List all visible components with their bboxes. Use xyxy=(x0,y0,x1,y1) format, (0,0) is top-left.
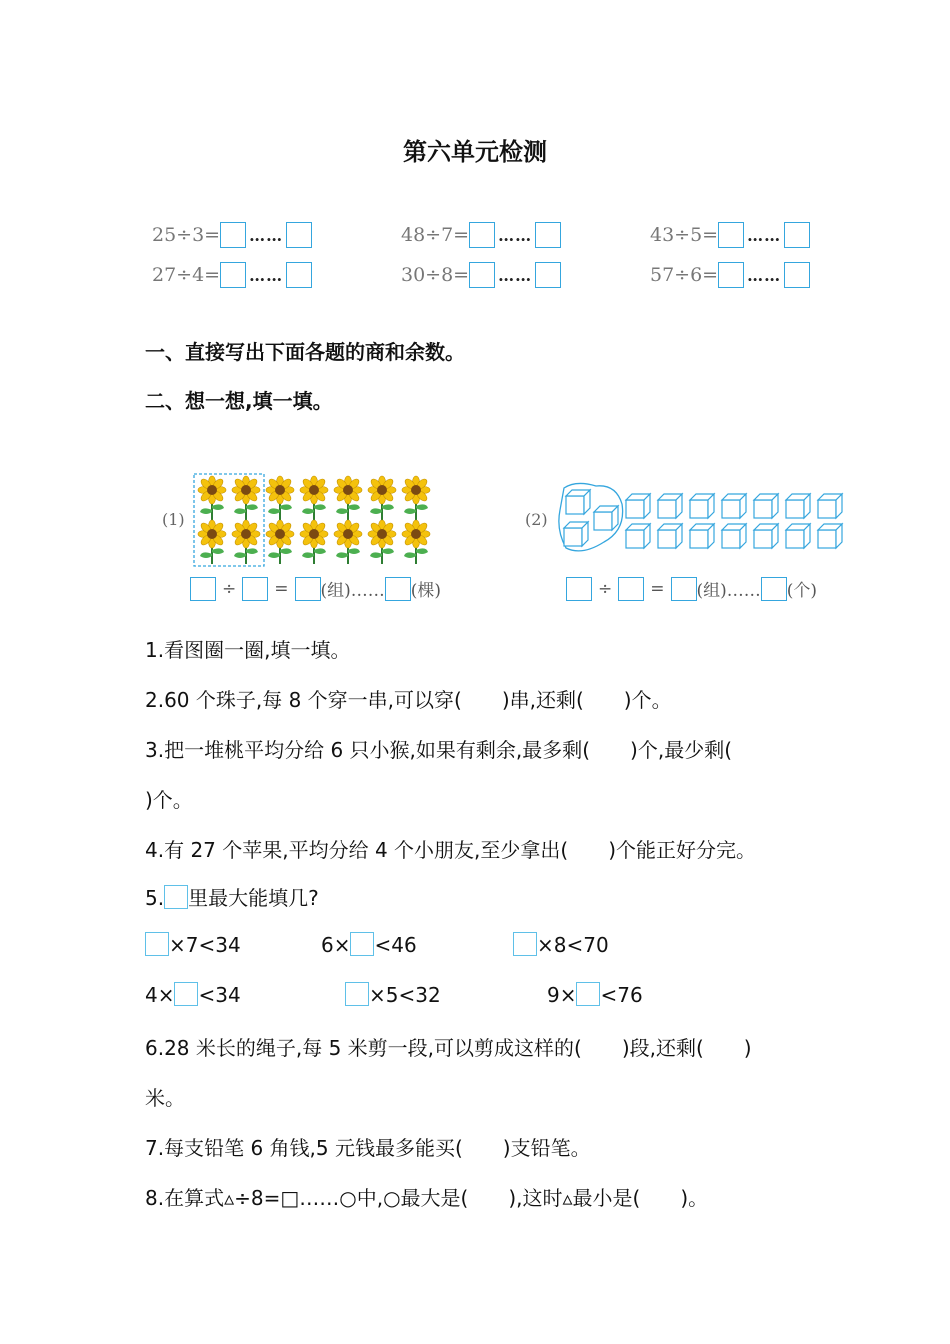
answer-box[interactable] xyxy=(576,982,600,1006)
section-2-heading: 二、想一想,填一填。 xyxy=(145,389,333,413)
question-5-item-a: ×7<34 xyxy=(145,932,241,957)
question-8: 8.在算式▵÷8=□……○中,○最大是( ),这时▵最小是( )。 xyxy=(145,1186,709,1210)
equation-6: 57÷6= …… xyxy=(650,262,810,288)
question-4: 4.有 27 个苹果,平均分给 4 个小朋友,至少拿出( )个能正好分完。 xyxy=(145,838,757,862)
answer-box[interactable] xyxy=(469,262,495,288)
answer-box[interactable] xyxy=(350,932,374,956)
answer-box[interactable] xyxy=(295,577,321,601)
equation-2: 48÷7= …… xyxy=(401,222,561,248)
question-2: 2.60 个珠子,每 8 个穿一串,可以穿( )串,还剩( )个。 xyxy=(145,688,672,712)
figure-2-label: (2) xyxy=(525,510,548,529)
answer-box[interactable] xyxy=(469,222,495,248)
figure-1-label: (1) xyxy=(162,510,185,529)
answer-box[interactable] xyxy=(242,577,268,601)
page-title: 第六单元检测 xyxy=(403,137,547,166)
question-3: 3.把一堆桃平均分给 6 只小猴,如果有剩余,最多剩( )个,最少剩( xyxy=(145,738,733,762)
question-5-item-f: 9× <76 xyxy=(547,983,643,1007)
answer-box[interactable] xyxy=(164,885,188,909)
equation-1: 25÷3= …… xyxy=(152,222,312,248)
question-5-item-e: ×5<32 xyxy=(345,982,441,1007)
answer-box[interactable] xyxy=(784,262,810,288)
question-5-item-d: 4× <34 xyxy=(145,983,241,1007)
question-5-item-c: ×8<70 xyxy=(513,932,609,957)
answer-box[interactable] xyxy=(761,577,787,601)
answer-box[interactable] xyxy=(535,262,561,288)
equation-5: 30÷8= …… xyxy=(401,262,561,288)
question-5-item-b: 6× <46 xyxy=(321,933,417,957)
answer-box[interactable] xyxy=(566,577,592,601)
answer-box[interactable] xyxy=(385,577,411,601)
question-6: 6.28 米长的绳子,每 5 米剪一段,可以剪成这样的( )段,还剩( ) xyxy=(145,1036,752,1060)
answer-box[interactable] xyxy=(145,932,169,956)
answer-box[interactable] xyxy=(286,262,312,288)
question-5: 5. 里最大能填几? xyxy=(145,886,319,910)
answer-box[interactable] xyxy=(718,262,744,288)
answer-box[interactable] xyxy=(345,982,369,1006)
answer-box[interactable] xyxy=(671,577,697,601)
section-1-heading: 一、直接写出下面各题的商和余数。 xyxy=(145,340,465,364)
question-1: 1.看图圈一圈,填一填。 xyxy=(145,638,351,662)
question-6-continued: 米。 xyxy=(145,1086,185,1110)
answer-box[interactable] xyxy=(535,222,561,248)
answer-box[interactable] xyxy=(784,222,810,248)
figure-2-equation: ÷ = (组)…… (个) xyxy=(566,576,817,601)
answer-box[interactable] xyxy=(220,222,246,248)
answer-box[interactable] xyxy=(190,577,216,601)
sunflower-figure xyxy=(190,472,440,568)
question-7: 7.每支铅笔 6 角钱,5 元钱最多能买( )支铅笔。 xyxy=(145,1136,591,1160)
answer-box[interactable] xyxy=(174,982,198,1006)
figure-1-equation: ÷ = (组)…… (棵) xyxy=(190,576,441,601)
equation-3: 43÷5= …… xyxy=(650,222,810,248)
equation-4: 27÷4= …… xyxy=(152,262,312,288)
cube-figure xyxy=(556,480,846,560)
answer-box[interactable] xyxy=(286,222,312,248)
question-3-continued: )个。 xyxy=(145,788,193,812)
answer-box[interactable] xyxy=(513,932,537,956)
answer-box[interactable] xyxy=(618,577,644,601)
answer-box[interactable] xyxy=(718,222,744,248)
answer-box[interactable] xyxy=(220,262,246,288)
